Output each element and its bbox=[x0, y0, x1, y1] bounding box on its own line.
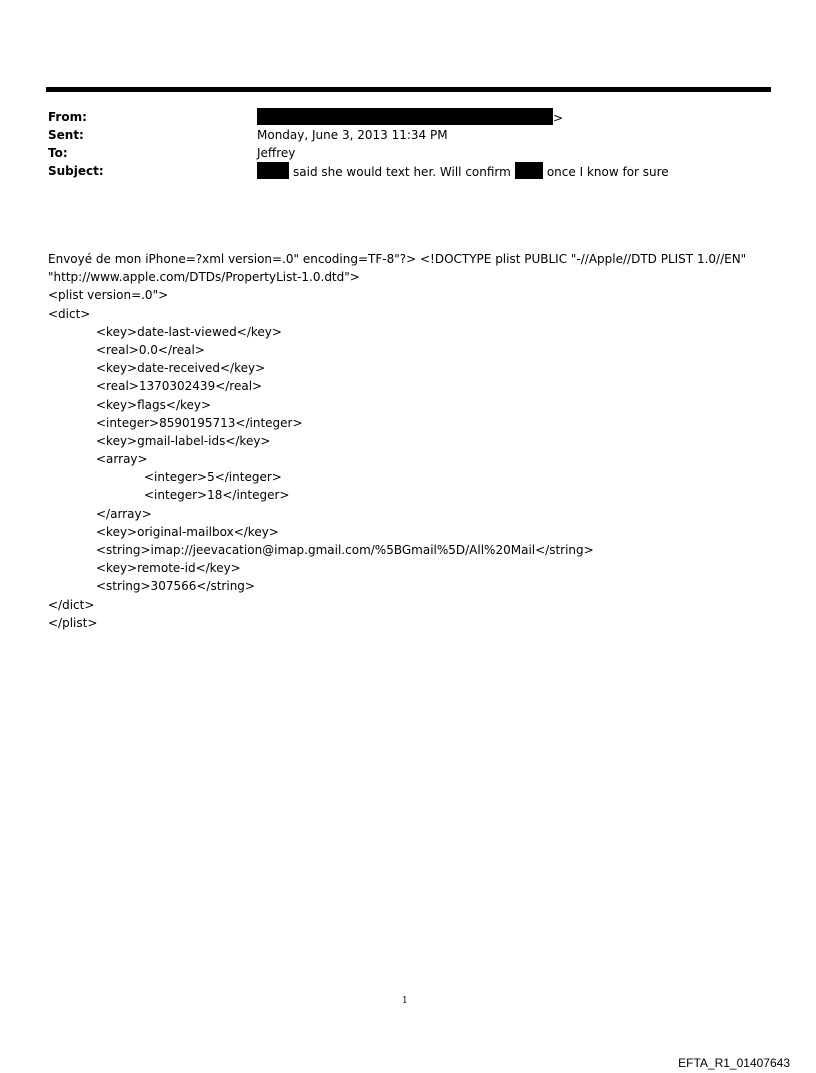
from-value-suffix: > bbox=[553, 111, 564, 125]
body-line: <array> bbox=[96, 452, 148, 467]
body-line: <dict> bbox=[48, 306, 91, 321]
subject-label: Subject: bbox=[48, 164, 104, 178]
redaction-box bbox=[257, 162, 289, 179]
body-line: <real>1370302439</real> bbox=[96, 379, 263, 394]
from-value bbox=[257, 108, 563, 127]
body-line: <integer>18</integer> bbox=[144, 488, 290, 503]
redaction-box bbox=[515, 162, 543, 179]
body-line: Envoyé de mon iPhone=?xml version=.0" encoding=TF-8"?> <!DOCTYPE plist PUBLIC "-//Apple//DTD PLIST 1.0//EN" bbox=[48, 252, 747, 266]
to-row bbox=[48, 144, 768, 162]
body-line: <key>date-received</key> bbox=[96, 361, 266, 376]
redaction-box bbox=[257, 108, 553, 125]
body-line: <key>remote-id</key> bbox=[96, 561, 241, 576]
body-line: </plist> bbox=[48, 615, 98, 630]
body-line: <real>0.0</real> bbox=[96, 342, 205, 357]
body-line: <string>307566</string> bbox=[96, 579, 255, 594]
sent-value: Monday, June 3, 2013 11:34 PM bbox=[257, 128, 448, 142]
subject-part-1: said she would text her. Will confirm bbox=[293, 165, 511, 179]
sent-label: Sent: bbox=[48, 128, 84, 142]
email-header bbox=[48, 108, 768, 180]
to-label: To: bbox=[48, 146, 68, 160]
body-line: <key>date-last-viewed</key> bbox=[96, 324, 282, 339]
subject-row bbox=[48, 162, 768, 180]
body-line: <plist version=.0"> bbox=[48, 288, 169, 303]
header-rule bbox=[46, 87, 771, 92]
body-line: <key>gmail-label-ids</key> bbox=[96, 433, 271, 448]
bates-number: EFTA_R1_01407643 bbox=[678, 1056, 790, 1070]
body-line: <integer>5</integer> bbox=[144, 470, 282, 485]
to-value: Jeffrey bbox=[257, 146, 296, 160]
from-label: From: bbox=[48, 110, 87, 124]
email-body bbox=[48, 250, 778, 632]
subject-part-2: once I know for sure bbox=[546, 165, 669, 179]
body-line: <string>imap://jeevacation@imap.gmail.com/%5BGmail%5D/All%20Mail</string> bbox=[96, 543, 594, 557]
sent-row bbox=[48, 126, 768, 144]
page-number: 1 bbox=[402, 996, 408, 1006]
body-line: <key>flags</key> bbox=[96, 397, 212, 412]
body-line: </dict> bbox=[48, 597, 95, 612]
body-line: "http://www.apple.com/DTDs/PropertyList-1.0.dtd"> bbox=[48, 270, 360, 285]
body-line: </array> bbox=[96, 506, 152, 521]
from-row bbox=[48, 108, 768, 126]
body-line: <integer>8590195713</integer> bbox=[96, 415, 303, 430]
body-line: <key>original-mailbox</key> bbox=[96, 524, 279, 539]
subject-value bbox=[257, 162, 669, 181]
